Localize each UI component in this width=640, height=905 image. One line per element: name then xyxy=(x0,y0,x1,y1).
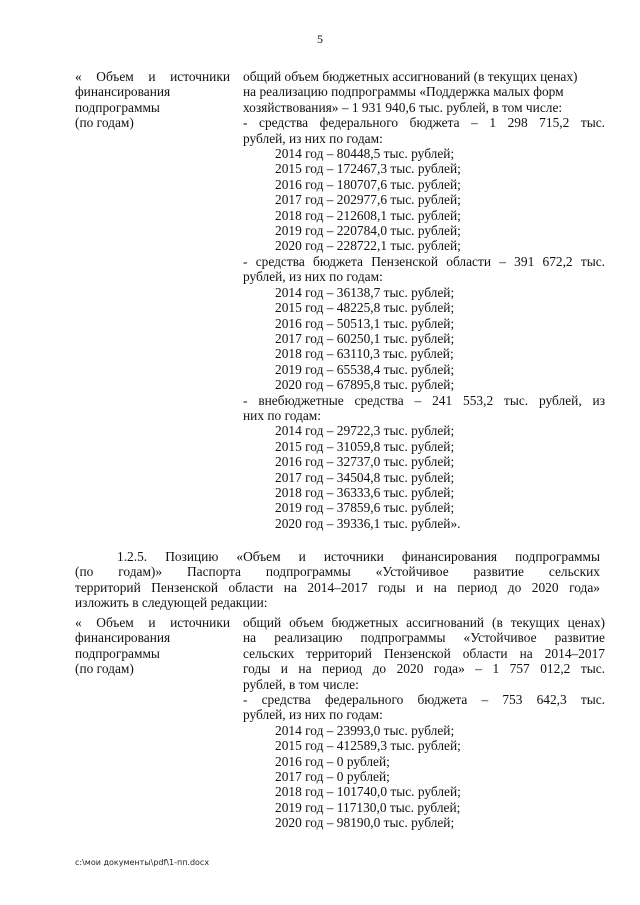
source-heading: них по годам: xyxy=(243,407,322,423)
year-amount: 2019 год – 37859,6 тыс. рублей; xyxy=(275,500,455,516)
year-amount: 2016 год – 0 рублей; xyxy=(275,753,390,769)
year-amount: 2015 год – 172467,3 тыс. рублей; xyxy=(275,161,461,177)
block-2-label xyxy=(75,615,230,677)
source-heading: - средства федерального бюджета – 1 298 715,2 тыс. xyxy=(243,115,605,131)
block-2-content xyxy=(243,615,605,831)
source-heading: - средства бюджета Пензенской области – 391 672,2 тыс. xyxy=(243,253,605,269)
source-heading: - внебюджетные средства – 241 553,2 тыс. рублей, из xyxy=(243,392,605,408)
paragraph-line: изложить в следующей редакции: xyxy=(75,595,268,611)
year-amount: 2018 год – 36333,6 тыс. рублей; xyxy=(275,484,455,500)
intro-line: общий объем бюджетных ассигнований (в текущих ценах) xyxy=(243,69,578,84)
intro-line: на реализацию подпрограммы «Устойчивое развитие xyxy=(243,630,605,646)
label-line: (по годам) xyxy=(75,661,134,677)
year-amount: 2015 год – 412589,3 тыс. рублей; xyxy=(275,738,461,754)
year-amount: 2019 год – 220784,0 тыс. рублей; xyxy=(275,223,461,239)
year-amount: 2015 год – 48225,8 тыс. рублей; xyxy=(275,300,455,316)
paragraph-line: территорий Пензенской области на 2014–2017 годы и на период до 2020 года» xyxy=(75,579,600,595)
label-line: « Объем и источники xyxy=(75,69,230,84)
year-amount: 2016 год – 180707,6 тыс. рублей; xyxy=(275,176,461,192)
year-amount: 2019 год – 117130,0 тыс. рублей; xyxy=(275,799,461,815)
paragraph-line: 1.2.5. Позицию «Объем и источники финансирования подпрограммы xyxy=(117,549,600,564)
year-amount: 2014 год – 36138,7 тыс. рублей; xyxy=(275,284,455,300)
year-amount: 2017 год – 34504,8 тыс. рублей; xyxy=(275,469,455,485)
source-heading: рублей, из них по годам: xyxy=(243,269,383,285)
block-1-content xyxy=(243,69,605,531)
year-amount: 2020 год – 98190,0 тыс. рублей; xyxy=(275,815,455,831)
year-amount: 2020 год – 228722,1 тыс. рублей; xyxy=(275,238,461,254)
intro-line: общий объем бюджетных ассигнований (в текущих ценах) xyxy=(243,615,605,630)
file-path-footer: c:\мои документы\pdf\1-пп.docx xyxy=(75,858,210,867)
source-heading: рублей, из них по годам: xyxy=(243,130,383,146)
paragraph-1-2-5 xyxy=(75,549,600,611)
year-amount: 2015 год – 31059,8 тыс. рублей; xyxy=(275,438,455,454)
label-line: подпрограммы xyxy=(75,99,160,115)
label-line: « Объем и источники xyxy=(75,615,230,630)
year-amount: 2017 год – 60250,1 тыс. рублей; xyxy=(275,330,455,346)
intro-line: на реализацию подпрограммы «Поддержка малых форм xyxy=(243,84,564,100)
year-amount: 2014 год – 29722,3 тыс. рублей; xyxy=(275,423,455,439)
year-amount: 2018 год – 101740,0 тыс. рублей; xyxy=(275,784,461,800)
block-1-label xyxy=(75,69,230,131)
year-amount: 2014 год – 80448,5 тыс. рублей; xyxy=(275,146,455,162)
year-amount: 2018 год – 212608,1 тыс. рублей; xyxy=(275,207,461,223)
year-amount: 2017 год – 202977,6 тыс. рублей; xyxy=(275,192,461,208)
year-amount: 2020 год – 39336,1 тыс. рублей». xyxy=(275,515,461,531)
year-amount: 2016 год – 50513,1 тыс. рублей; xyxy=(275,315,455,331)
intro-line: рублей, в том числе: xyxy=(243,676,359,692)
label-line: (по годам) xyxy=(75,115,134,131)
intro-line: сельских территорий Пензенской области на 2014–2017 xyxy=(243,645,605,661)
label-line: финансирования xyxy=(75,84,171,100)
source-heading: - средства федерального бюджета – 753 642,3 тыс. xyxy=(243,692,605,708)
year-amount: 2019 год – 65538,4 тыс. рублей; xyxy=(275,361,455,377)
paragraph-line: (по годам)» Паспорта подпрограммы «Устойчивое развитие сельских xyxy=(75,564,600,580)
year-amount: 2014 год – 23993,0 тыс. рублей; xyxy=(275,722,455,738)
page-number: 5 xyxy=(317,32,323,46)
label-line: подпрограммы xyxy=(75,645,160,661)
year-amount: 2016 год – 32737,0 тыс. рублей; xyxy=(275,454,455,470)
source-heading: рублей, из них по годам: xyxy=(243,707,383,723)
intro-line: годы и на период до 2020 года» – 1 757 012,2 тыс. xyxy=(243,661,605,677)
year-amount: 2020 год – 67895,8 тыс. рублей; xyxy=(275,377,455,393)
intro-line: хозяйствования» – 1 931 940,6 тыс. рублей, в том числе: xyxy=(243,99,563,115)
label-line: финансирования xyxy=(75,630,171,646)
year-amount: 2017 год – 0 рублей; xyxy=(275,769,390,785)
year-amount: 2018 год – 63110,3 тыс. рублей; xyxy=(275,346,454,362)
